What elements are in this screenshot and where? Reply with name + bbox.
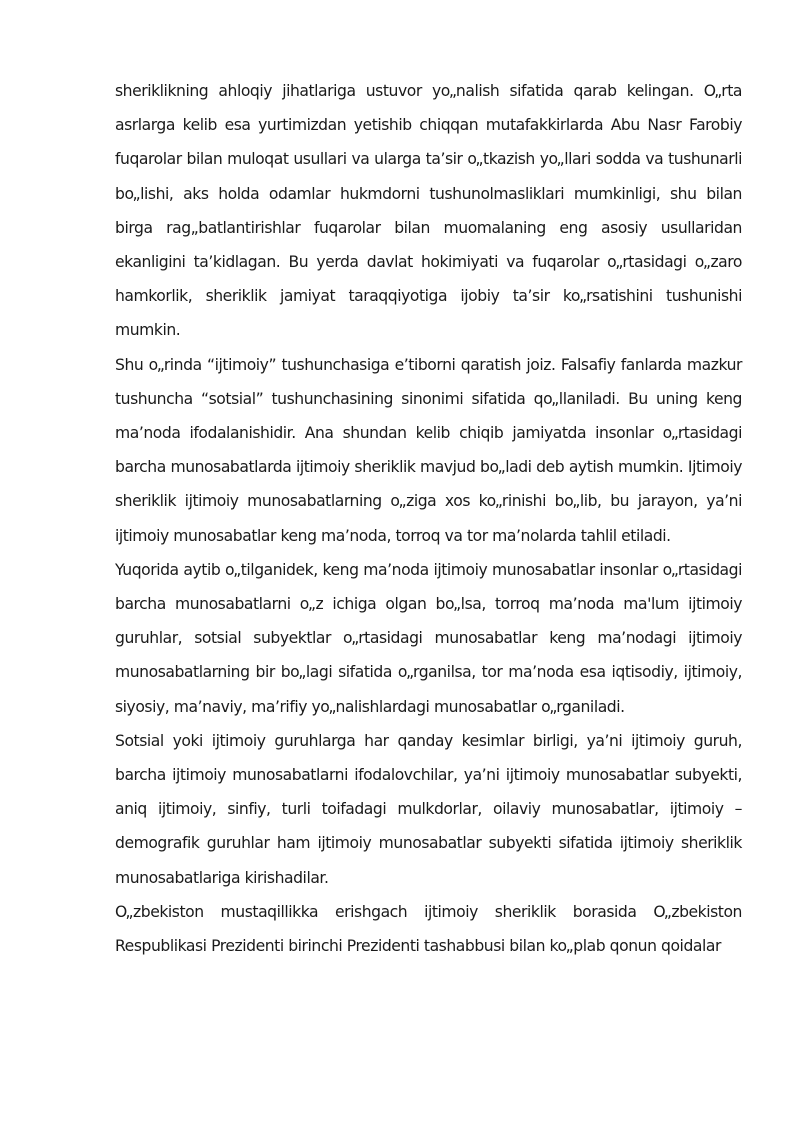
paragraph-3: Yuqorida aytib o„tilganidek, keng ma’noda ijtimoiy munosabatlar insonlar o„rtasidagi barcha munosabatlarni o„z ichiga olgan bo„lsa, torroq ma’noda ma'lum ijtimoiy guruhlar, sotsial subyektlar o„rtasidagi munosabatlar keng ma’nodagi ijtimoiy munosabatlarning bir bo„lagi sifatida o„rganilsa, tor ma’noda esa iqtisodiy, ijtimoiy, siyosiy, ma’naviy, ma’rifiy yo„nalishlardagi munosabatlar o„rganiladi. — [115, 560, 742, 716]
paragraph-1: sheriklikning ahloqiy jihatlariga ustuvor yo„nalish sifatida qarab kelingan. O„rta asrlarga kelib esa yurtimizdan yetishib chiqqan mutafakkirlarda Abu Nasr Farobiy fuqarolar bilan muloqat usullari va ularga ta’sir o„tkazish yo„llari sodda va tushunarli bo„lishi, aks holda odamlar hukmdorni tushunolmasliklari mumkinligi, shu bilan birga rag„batlantirishlar fuqarolar bilan muomalaning eng asosiy usullaridan ekanligini ta’kidlagan. Bu yerda davlat hokimiyati va fuqarolar o„rtasidagi o„zaro hamkorlik, sheriklik jamiyat taraqqiyotiga ijobiy ta’sir ko„rsatishini tushunishi mumkin. — [115, 82, 742, 340]
document-body — [115, 74, 742, 963]
paragraph-4: Sotsial yoki ijtimoiy guruhlarga har qanday kesimlar birligi, ya’ni ijtimoiy guruh, barcha ijtimoiy munosabatlarni ifodalovchilar, ya’ni ijtimoiy munosabatlar subyekti, aniq ijtimoiy, sinfiy, turli toifadagi mulkdorlar, oilaviy munosabatlar, ijtimoiy – demografik guruhlar ham ijtimoiy munosabatlar subyekti sifatida ijtimoiy sheriklik munosabatlariga kirishadilar. — [115, 731, 742, 887]
paragraph-2: Shu o„rinda “ijtimoiy” tushunchasiga e’tiborni qaratish joiz. Falsafiy fanlarda mazkur tushuncha “sotsial” tushunchasining sinonimi sifatida qo„llaniladi. Bu uning keng ma’noda ifodalanishidir. Ana shundan kelib chiqib jamiyatda insonlar o„rtasidagi barcha munosabatlarda ijtimoiy sheriklik mavjud bo„ladi deb aytish mumkin. Ijtimoiy sheriklik ijtimoiy munosabatlarning o„ziga xos ko„rinishi bo„lib, bu jarayon, ya’ni ijtimoiy munosabatlar keng ma’noda, torroq va tor ma’nolarda tahlil etiladi. — [115, 355, 742, 545]
paragraph-5: O„zbekiston mustaqillikka erishgach ijtimoiy sheriklik borasida O„zbekiston Respublikasi Prezidenti birinchi Prezidenti tashabbusi bilan ko„plab qonun qoidalar — [115, 902, 742, 956]
